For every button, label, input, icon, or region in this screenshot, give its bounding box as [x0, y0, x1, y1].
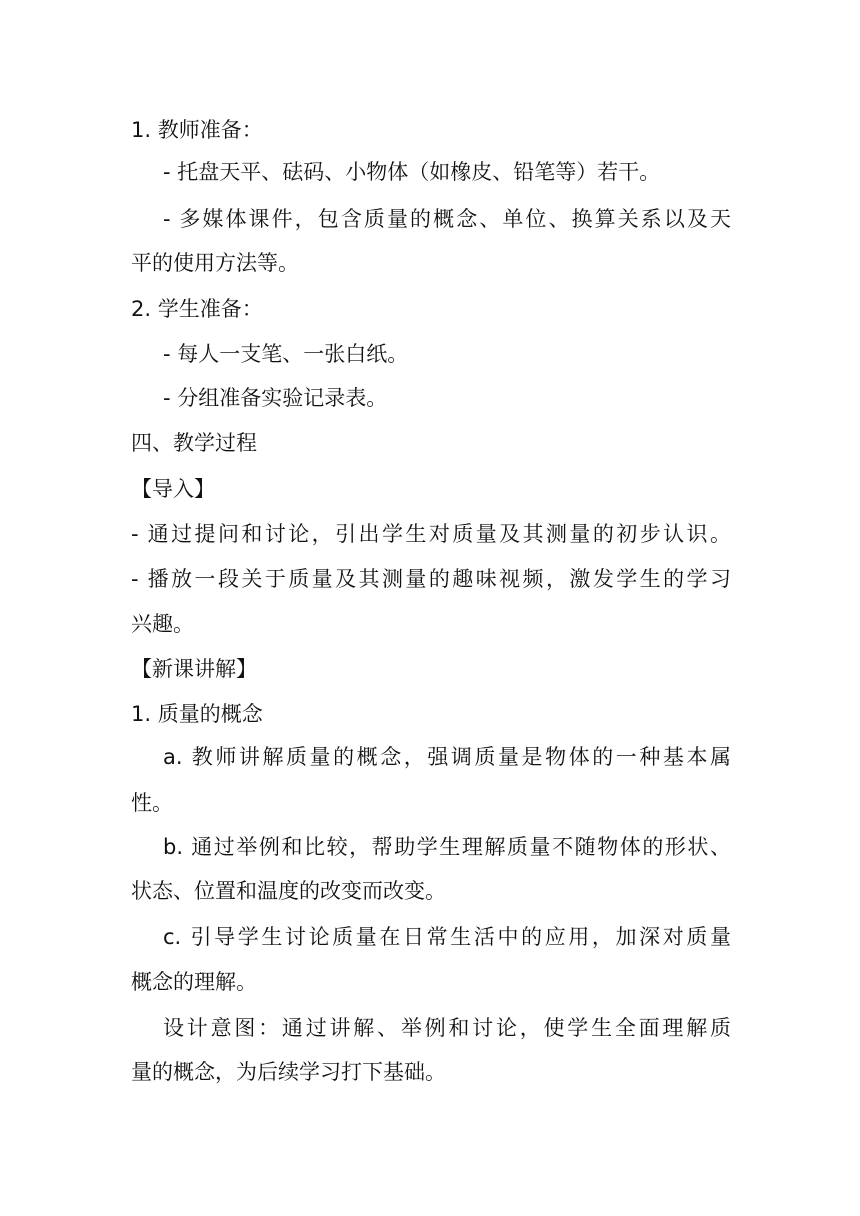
subsection-heading-intro: 【导入】 — [131, 477, 215, 501]
list-item-continuation: 兴趣。 — [131, 612, 194, 636]
design-intent-line: 量的概念，为后续学习打下基础。 — [131, 1060, 446, 1084]
section-heading-teaching-process: 四、教学过程 — [131, 431, 257, 455]
paragraph-line: 状态、位置和温度的改变而改变。 — [131, 879, 446, 903]
section-heading-mass-concept: 1. 质量的概念 — [131, 702, 263, 726]
subsection-heading-new-lesson: 【新课讲解】 — [131, 657, 257, 681]
paragraph-line: a. 教师讲解质量的概念，强调质量是物体的一种基本属 — [163, 745, 731, 769]
design-intent-line: 设计意图：通过讲解、举例和讨论，使学生全面理解质 — [163, 1016, 731, 1040]
list-item-continuation: 平的使用方法等。 — [131, 251, 299, 275]
paragraph-line: 性。 — [131, 791, 173, 815]
list-item: - 多媒体课件，包含质量的概念、单位、换算关系以及天 — [163, 207, 731, 231]
section-heading-student-prep: 2. 学生准备： — [131, 297, 263, 321]
list-item: - 每人一支笔、一张白纸。 — [163, 342, 409, 366]
section-heading-teacher-prep: 1. 教师准备： — [131, 118, 263, 142]
list-item: - 播放一段关于质量及其测量的趣味视频，激发学生的学习 — [131, 567, 731, 591]
list-item: - 分组准备实验记录表。 — [163, 386, 388, 410]
list-item: - 通过提问和讨论，引出学生对质量及其测量的初步认识。 — [131, 522, 731, 546]
paragraph-line: b. 通过举例和比较，帮助学生理解质量不随物体的形状、 — [163, 835, 731, 859]
paragraph-line: 概念的理解。 — [131, 970, 257, 994]
list-item: - 托盘天平、砝码、小物体（如橡皮、铅笔等）若干。 — [163, 160, 661, 184]
paragraph-line: c. 引导学生讨论质量在日常生活中的应用，加深对质量 — [163, 925, 731, 949]
